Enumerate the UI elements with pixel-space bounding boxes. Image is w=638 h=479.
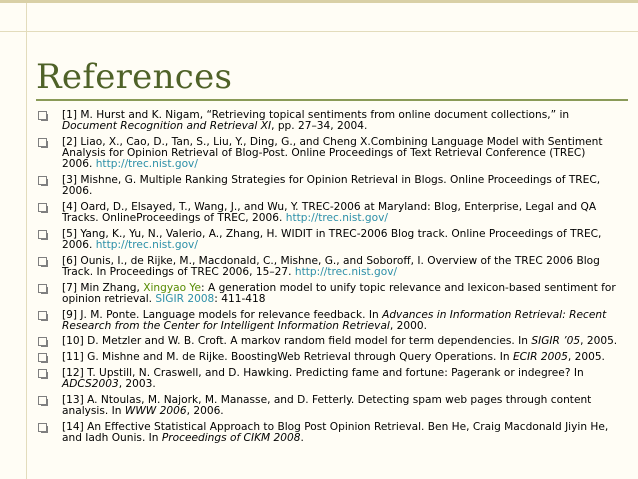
reference-segment: [11] G. Mishne and M. de Rijke. BoostingWeb Retrieval through Query Operations. In — [62, 351, 513, 364]
reference-text — [62, 394, 591, 417]
title-underline — [36, 99, 628, 101]
square-bullet-icon — [38, 423, 47, 432]
reference-segment: [13] A. Ntoulas, M. Najork, M. Manasse, and D. Fetterly. Detecting spam web pages through content analysis. In — [62, 393, 592, 417]
reference-text — [62, 228, 601, 251]
reference-segment: : 411-418 — [214, 292, 266, 305]
reference-segment: [1] M. Hurst and K. Nigam, “Retrieving topical sentiments from online document collections,” in — [62, 109, 570, 121]
reference-segment: [10] D. Metzler and W. B. Croft. A markov random field model for term dependencies. In — [62, 335, 532, 348]
reference-segment: [14] An Effective Statistical Approach to Blog Post Opinion Retrieval. Ben He, Craig Macdonald Jiyin He, and Iadh Ounis. In — [62, 420, 609, 444]
reference-item — [38, 229, 618, 251]
reference-venue: WWW 2006 — [124, 404, 187, 417]
reference-text — [62, 309, 606, 332]
reference-segment: , 2000. — [389, 319, 427, 332]
square-bullet-icon — [38, 337, 47, 346]
reference-item — [38, 202, 618, 224]
top-border — [0, 0, 638, 3]
reference-venue: ADCS2003 — [62, 378, 119, 391]
reference-venue: Document Recognition and Retrieval XI — [62, 120, 272, 133]
reference-text — [62, 174, 600, 197]
reference-text — [62, 351, 605, 363]
reference-segment: [4] Oard, D., Elsayed, T., Wang, J., and Wu, Y. TREC-2006 at Maryland: Blog, Enterprise, Legal and QA Tracks. OnlineProceedings of TREC, 2006. — [62, 200, 597, 225]
reference-link[interactable]: http://trec.nist.gov/ — [285, 212, 388, 225]
square-bullet-icon — [38, 203, 47, 212]
square-bullet-icon — [38, 138, 47, 147]
reference-segment: , 2003. — [118, 378, 156, 391]
square-bullet-icon — [38, 111, 47, 120]
reference-segment: , 2005. — [580, 335, 618, 348]
square-bullet-icon — [38, 230, 47, 239]
reference-segment: [5] Yang, K., Yu, N., Valerio, A., Zhang, H. WIDIT in TREC-2006 Blog track. Online Proceedings of TREC, 2006. — [62, 227, 602, 252]
reference-text — [62, 201, 596, 224]
reference-item — [38, 336, 618, 347]
reference-item — [38, 368, 618, 390]
reference-segment: , 2006. — [186, 404, 224, 417]
reference-text — [62, 367, 584, 390]
reference-segment: [2] Liao, X., Cao, D., Tan, S., Liu, Y., Ding, G., and Cheng X.Combining Language Model with Sentiment Analysis for Opinion Retrieval of Blog-Post. Online Proceedings of Text Retrieval Conference (TREC) 2006. — [62, 135, 603, 171]
reference-item — [38, 310, 618, 332]
reference-item — [38, 256, 618, 278]
reference-link[interactable]: http://trec.nist.gov/ — [95, 239, 198, 252]
top-guide-line — [0, 31, 638, 32]
reference-venue: ECIR 2005 — [512, 351, 568, 364]
slide-title: References — [36, 57, 233, 97]
square-bullet-icon — [38, 396, 47, 405]
reference-item — [38, 175, 618, 197]
reference-item — [38, 137, 618, 171]
reference-segment: [9] J. M. Ponte. Language models for relevance feedback. In — [62, 308, 383, 321]
reference-item — [38, 422, 618, 444]
square-bullet-icon — [38, 311, 47, 320]
reference-text — [62, 335, 617, 347]
reference-text — [62, 109, 569, 132]
reference-item — [38, 110, 618, 132]
reference-link[interactable]: http://trec.nist.gov/ — [294, 265, 398, 278]
square-bullet-icon — [38, 369, 47, 378]
reference-item — [38, 395, 618, 417]
reference-segment: [6] Ounis, I., de Rijke, M., Macdonald, C., Mishne, G., and Soboroff, I. Overview of the TREC 2006 Blog Track. In Proceedings of TREC 2006, 15–27. — [62, 254, 600, 278]
reference-list — [38, 110, 618, 449]
reference-segment: [3] Mishne, G. Multiple Ranking Strategies for Opinion Retrieval in Blogs. Online Proceedings of TREC, 2006. — [62, 174, 601, 198]
reference-link[interactable]: SIGIR 2008 — [155, 292, 215, 305]
reference-text — [62, 255, 600, 278]
reference-venue: Proceedings of CIKM 2008 — [161, 431, 301, 444]
reference-segment: : A generation model to unify topic relevance and lexicon-based sentiment for opinion retrieval. — [62, 281, 616, 305]
reference-item — [38, 283, 618, 305]
reference-segment: [7] Min Zhang, — [62, 281, 144, 294]
left-guide-line — [26, 3, 27, 479]
reference-text — [62, 136, 603, 170]
reference-item — [38, 352, 618, 363]
author-link[interactable]: Xingyao Ye — [143, 281, 202, 294]
square-bullet-icon — [38, 257, 47, 266]
reference-venue: SIGIR ’05 — [531, 335, 581, 348]
reference-text — [62, 421, 608, 444]
square-bullet-icon — [38, 353, 47, 362]
reference-venue: Advances in Information Retrieval: Recent Research from the Center for Intelligent Information Retrieval — [62, 308, 607, 332]
reference-segment: . — [300, 431, 304, 444]
reference-link[interactable]: http://trec.nist.gov/ — [95, 158, 198, 171]
reference-segment: , 2005. — [567, 351, 605, 364]
reference-text — [62, 282, 616, 305]
square-bullet-icon — [38, 176, 47, 185]
reference-segment: , pp. 27–34, 2004. — [271, 120, 368, 133]
reference-segment: [12] T. Upstill, N. Craswell, and D. Hawking. Predicting fame and fortune: Pagerank or indegree? In — [62, 366, 584, 379]
square-bullet-icon — [38, 284, 47, 293]
